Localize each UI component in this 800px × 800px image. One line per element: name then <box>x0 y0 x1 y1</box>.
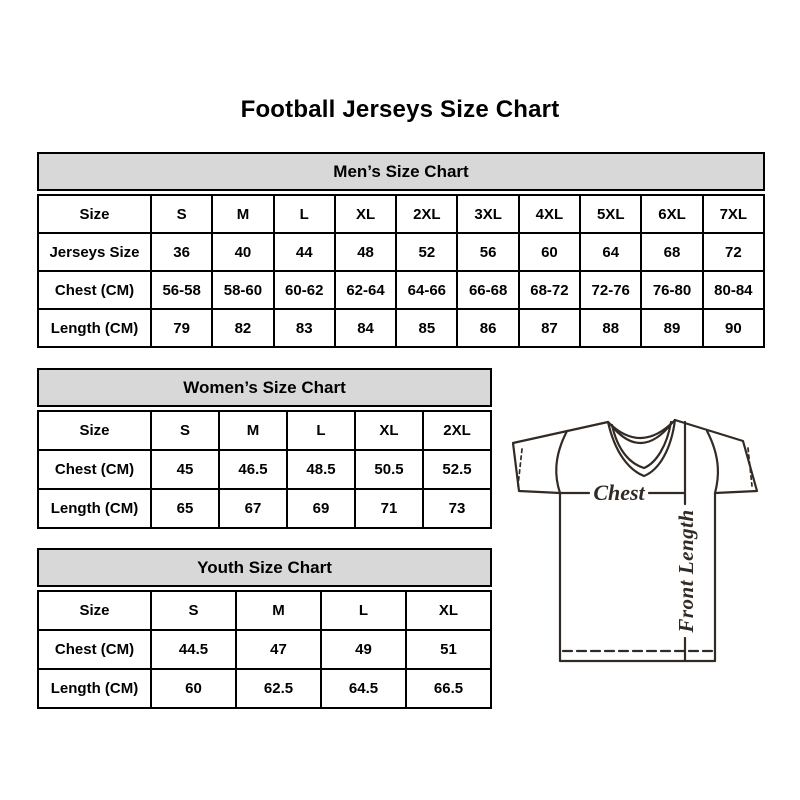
table-cell: 64-66 <box>396 271 457 309</box>
table-row <box>38 630 491 669</box>
womens-table-grid <box>37 410 492 529</box>
table-cell: M <box>219 411 287 450</box>
jersey-measurement-diagram <box>505 408 768 668</box>
table-row <box>38 271 764 309</box>
table-cell: 89 <box>641 309 702 347</box>
row-label: Chest (CM) <box>38 271 151 309</box>
table-cell: 85 <box>396 309 457 347</box>
table-cell: 2XL <box>423 411 491 450</box>
mens-size-table <box>37 152 765 348</box>
table-cell: 36 <box>151 233 212 271</box>
table-cell: S <box>151 591 236 630</box>
table-row <box>38 233 764 271</box>
table-cell: 47 <box>236 630 321 669</box>
table-row <box>38 309 764 347</box>
row-label: Chest (CM) <box>38 630 151 669</box>
table-cell: 68 <box>641 233 702 271</box>
mens-table-grid <box>37 194 765 348</box>
table-cell: 79 <box>151 309 212 347</box>
youth-table-grid <box>37 590 492 709</box>
table-cell: 46.5 <box>219 450 287 489</box>
table-cell: 56 <box>457 233 518 271</box>
table-cell: XL <box>406 591 491 630</box>
table-cell: 72-76 <box>580 271 641 309</box>
table-cell: XL <box>355 411 423 450</box>
table-cell: 60 <box>519 233 580 271</box>
table-cell: 87 <box>519 309 580 347</box>
table-row <box>38 669 491 708</box>
front-length-label: Front Length <box>674 509 698 633</box>
youth-size-table <box>37 548 492 709</box>
table-cell: 67 <box>219 489 287 528</box>
table-cell: 44.5 <box>151 630 236 669</box>
row-label: Length (CM) <box>38 669 151 708</box>
womens-table-title: Women’s Size Chart <box>37 368 492 407</box>
table-cell: 56-58 <box>151 271 212 309</box>
table-cell: L <box>321 591 406 630</box>
table-cell: 62.5 <box>236 669 321 708</box>
table-cell: 80-84 <box>703 271 764 309</box>
table-cell: 6XL <box>641 195 702 233</box>
table-cell: 60 <box>151 669 236 708</box>
table-cell: 82 <box>212 309 273 347</box>
table-cell: L <box>287 411 355 450</box>
table-row <box>38 411 491 450</box>
table-cell: 62-64 <box>335 271 396 309</box>
mens-table-title: Men’s Size Chart <box>37 152 765 191</box>
jersey-collar-back-arc-outer <box>608 420 675 438</box>
table-row <box>38 489 491 528</box>
table-cell: 51 <box>406 630 491 669</box>
row-label: Jerseys Size <box>38 233 151 271</box>
table-cell: 48 <box>335 233 396 271</box>
table-cell: 68-72 <box>519 271 580 309</box>
table-cell: 88 <box>580 309 641 347</box>
table-cell: 76-80 <box>641 271 702 309</box>
table-cell: 5XL <box>580 195 641 233</box>
table-cell: 4XL <box>519 195 580 233</box>
table-cell: S <box>151 411 219 450</box>
table-cell: 52.5 <box>423 450 491 489</box>
table-cell: 64.5 <box>321 669 406 708</box>
table-cell: 65 <box>151 489 219 528</box>
page-title: Football Jerseys Size Chart <box>240 96 560 123</box>
table-cell: 86 <box>457 309 518 347</box>
table-cell: 73 <box>423 489 491 528</box>
table-cell: XL <box>335 195 396 233</box>
table-cell: 71 <box>355 489 423 528</box>
row-label: Chest (CM) <box>38 450 151 489</box>
jersey-left-sleeve-seam <box>556 431 567 493</box>
table-row <box>38 450 491 489</box>
chest-label: Chest <box>593 480 645 505</box>
table-cell: 44 <box>274 233 335 271</box>
table-cell: 2XL <box>396 195 457 233</box>
table-cell: 58-60 <box>212 271 273 309</box>
table-cell: 60-62 <box>274 271 335 309</box>
table-cell: 40 <box>212 233 273 271</box>
row-label: Length (CM) <box>38 309 151 347</box>
jersey-diagram-svg <box>505 408 768 668</box>
table-cell: 50.5 <box>355 450 423 489</box>
table-cell: 66.5 <box>406 669 491 708</box>
table-cell: 69 <box>287 489 355 528</box>
table-cell: 49 <box>321 630 406 669</box>
row-label: Size <box>38 195 151 233</box>
table-row <box>38 195 764 233</box>
table-cell: 7XL <box>703 195 764 233</box>
table-cell: 72 <box>703 233 764 271</box>
jersey-left-cuff-stitch-line <box>518 449 522 486</box>
table-row <box>38 591 491 630</box>
table-cell: 90 <box>703 309 764 347</box>
womens-size-table <box>37 368 492 529</box>
table-cell: M <box>212 195 273 233</box>
table-cell: 84 <box>335 309 396 347</box>
table-cell: 52 <box>396 233 457 271</box>
row-label: Size <box>38 591 151 630</box>
table-cell: 3XL <box>457 195 518 233</box>
table-cell: 48.5 <box>287 450 355 489</box>
table-cell: 45 <box>151 450 219 489</box>
table-cell: S <box>151 195 212 233</box>
table-cell: 66-68 <box>457 271 518 309</box>
table-cell: 83 <box>274 309 335 347</box>
youth-table-title: Youth Size Chart <box>37 548 492 587</box>
jersey-right-sleeve-seam <box>707 431 718 493</box>
table-cell: 64 <box>580 233 641 271</box>
row-label: Length (CM) <box>38 489 151 528</box>
row-label: Size <box>38 411 151 450</box>
table-cell: L <box>274 195 335 233</box>
table-cell: M <box>236 591 321 630</box>
